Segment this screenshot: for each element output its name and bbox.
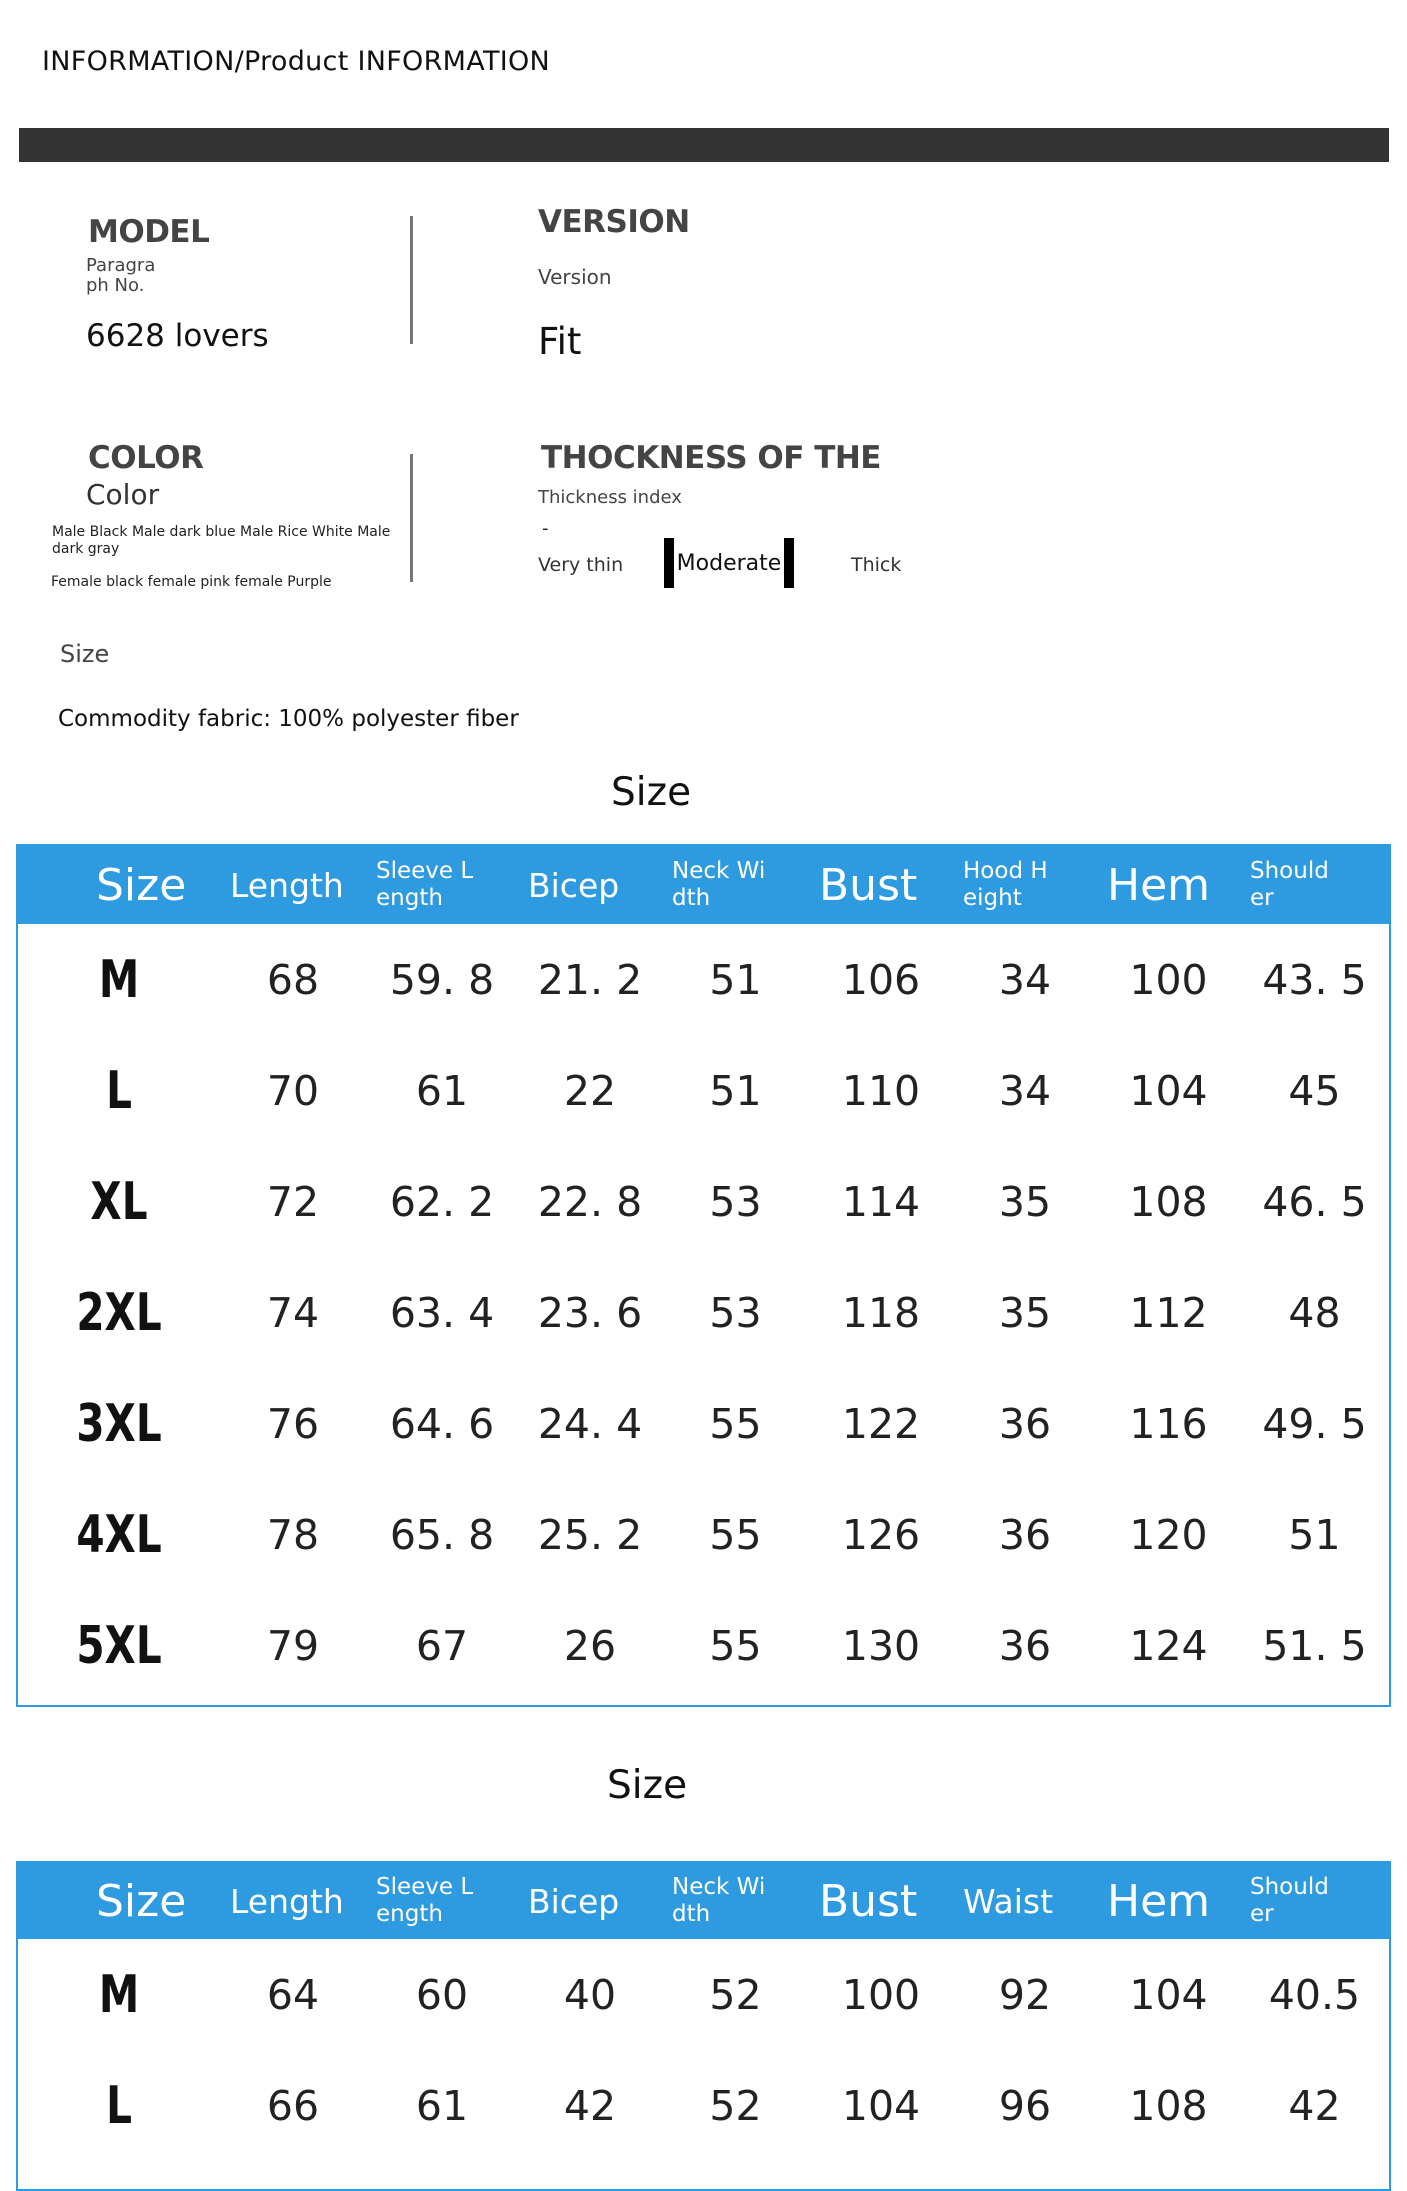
measure-cell: 36 [998,1621,1052,1670]
measure-cell: 46. 5 [1262,1177,1367,1226]
thickness-very-thin: Very thin [538,554,624,576]
measure-cell: 104 [1129,1066,1208,1115]
size-cell: 4XL [76,1504,162,1565]
measure-cell: 79 [266,1621,320,1670]
version-sublabel: Version [538,265,612,289]
measure-cell: 48 [1288,1288,1341,1337]
measure-cell: 51 [709,955,762,1004]
model-sublabel: Paragra ph No. [86,255,156,296]
measure-cell: 36 [998,1510,1052,1559]
size-cell: 2XL [76,1282,162,1343]
thickness-sublabel: Thickness index [538,487,682,508]
column-header: Bust [809,846,953,924]
table-header-row [18,846,1389,924]
column-header: Neck Wi dth [662,846,809,924]
measure-cell: 34 [998,955,1052,1004]
size-cell: XL [90,1171,148,1232]
measure-cell: 49. 5 [1262,1399,1367,1448]
measure-cell: 108 [1129,1177,1208,1226]
size-cell: 3XL [76,1393,162,1454]
table-row [18,1035,1389,1146]
measure-cell: 96 [998,2081,1052,2130]
measure-cell: 122 [841,1399,921,1448]
measure-cell: 112 [1129,1288,1208,1337]
column-header: Size [18,1863,220,1939]
measure-cell: 55 [709,1510,762,1559]
column-header: Should er [1240,846,1389,924]
column-header: Neck Wi dth [662,1863,809,1939]
column-header: Should er [1240,1863,1389,1939]
column-header: Length [220,1863,366,1939]
measure-cell: 35 [998,1177,1052,1226]
measure-cell: 68 [266,955,320,1004]
thickness-scale [538,538,918,598]
color-label: COLOR [88,440,204,476]
column-header: Size [18,846,220,924]
column-header: Waist [953,1863,1097,1939]
measure-cell: 59. 8 [389,955,495,1004]
color-female-list: Female black female pink female Purple [51,574,332,590]
column-header: Sleeve L ength [366,846,518,924]
table-row [18,2050,1389,2161]
measure-cell: 42 [1288,2081,1341,2130]
measure-cell: 124 [1129,1621,1208,1670]
measure-cell: 40.5 [1268,1970,1361,2019]
column-header: Hood H eight [953,846,1097,924]
measure-cell: 61 [415,2081,469,2130]
measure-cell: 43. 5 [1262,955,1367,1004]
measure-cell: 22 [563,1066,617,1115]
measure-cell: 51 [1288,1510,1341,1559]
table-row [18,1479,1389,1590]
table-row [18,924,1389,1035]
column-header: Hem [1097,1863,1240,1939]
measure-cell: 63. 4 [389,1288,495,1337]
size-label: Size [60,640,110,668]
table-row [18,1257,1389,1368]
header-divider-bar [19,128,1389,162]
measure-cell: 36 [998,1399,1052,1448]
info-divider [410,216,413,344]
model-value: 6628 lovers [86,318,269,354]
measure-cell: 104 [1129,1970,1208,2019]
measure-cell: 100 [841,1970,921,2019]
thickness-label: THOCKNESS OF THE [541,440,881,476]
size-table-1 [18,846,1389,1701]
measure-cell: 118 [841,1288,921,1337]
size-table-1-title: Size [611,770,692,815]
measure-cell: 52 [709,2081,762,2130]
info-divider [410,454,413,582]
measure-cell: 55 [709,1399,762,1448]
measure-cell: 42 [563,2081,617,2130]
size-cell: M [98,1964,140,2025]
measure-cell: 52 [709,1970,762,2019]
column-header: Bust [809,1863,953,1939]
size-table-2 [18,1863,1389,2161]
size-cell: L [106,1060,132,1121]
measure-cell: 104 [841,2081,921,2130]
measure-cell: 51. 5 [1262,1621,1367,1670]
column-header: Bicep [518,846,662,924]
measure-cell: 78 [266,1510,320,1559]
thickness-thick: Thick [851,554,902,576]
page-title: INFORMATION/Product INFORMATION [42,46,551,77]
color-male-list: Male Black Male dark blue Male Rice White Male dark gray [52,524,391,557]
column-header: Bicep [518,1863,662,1939]
table-header-row [18,1863,1389,1939]
color-sublabel: Color [86,478,160,511]
measure-cell: 76 [266,1399,320,1448]
measure-cell: 64. 6 [389,1399,495,1448]
table-row [18,1146,1389,1257]
thickness-moderate-selected: Moderate [664,538,794,588]
measure-cell: 120 [1129,1510,1208,1559]
measure-cell: 24. 4 [537,1399,643,1448]
version-label: VERSION [538,204,690,240]
measure-cell: 61 [415,1066,469,1115]
measure-cell: 62. 2 [389,1177,495,1226]
measure-cell: 114 [841,1177,921,1226]
measure-cell: 64 [266,1970,320,2019]
measure-cell: 74 [266,1288,320,1337]
measure-cell: 21. 2 [537,955,643,1004]
thickness-dash: - [542,518,549,539]
measure-cell: 23. 6 [537,1288,643,1337]
model-label: MODEL [88,214,210,250]
measure-cell: 116 [1129,1399,1208,1448]
column-header: Length [220,846,366,924]
measure-cell: 110 [841,1066,921,1115]
fabric-text: Commodity fabric: 100% polyester fiber [58,706,519,732]
measure-cell: 45 [1288,1066,1341,1115]
measure-cell: 92 [998,1970,1052,2019]
table-row [18,1368,1389,1479]
measure-cell: 100 [1129,955,1208,1004]
measure-cell: 26 [563,1621,617,1670]
measure-cell: 126 [841,1510,921,1559]
measure-cell: 34 [998,1066,1052,1115]
measure-cell: 25. 2 [537,1510,643,1559]
measure-cell: 22. 8 [537,1177,643,1226]
size-cell: 5XL [76,1615,162,1676]
size-table-2-title: Size [607,1763,688,1808]
measure-cell: 66 [266,2081,320,2130]
measure-cell: 51 [709,1066,762,1115]
table-row [18,1939,1389,2050]
measure-cell: 130 [841,1621,921,1670]
measure-cell: 72 [266,1177,320,1226]
measure-cell: 67 [415,1621,469,1670]
measure-cell: 70 [266,1066,320,1115]
measure-cell: 65. 8 [389,1510,495,1559]
column-header: Sleeve L ength [366,1863,518,1939]
version-value: Fit [538,320,582,363]
measure-cell: 53 [709,1177,762,1226]
measure-cell: 60 [415,1970,469,2019]
size-cell: L [106,2075,132,2136]
table-row [18,1590,1389,1701]
column-header: Hem [1097,846,1240,924]
measure-cell: 106 [841,955,921,1004]
measure-cell: 55 [709,1621,762,1670]
measure-cell: 40 [563,1970,617,2019]
measure-cell: 108 [1129,2081,1208,2130]
measure-cell: 53 [709,1288,762,1337]
measure-cell: 35 [998,1288,1052,1337]
size-cell: M [98,949,140,1010]
